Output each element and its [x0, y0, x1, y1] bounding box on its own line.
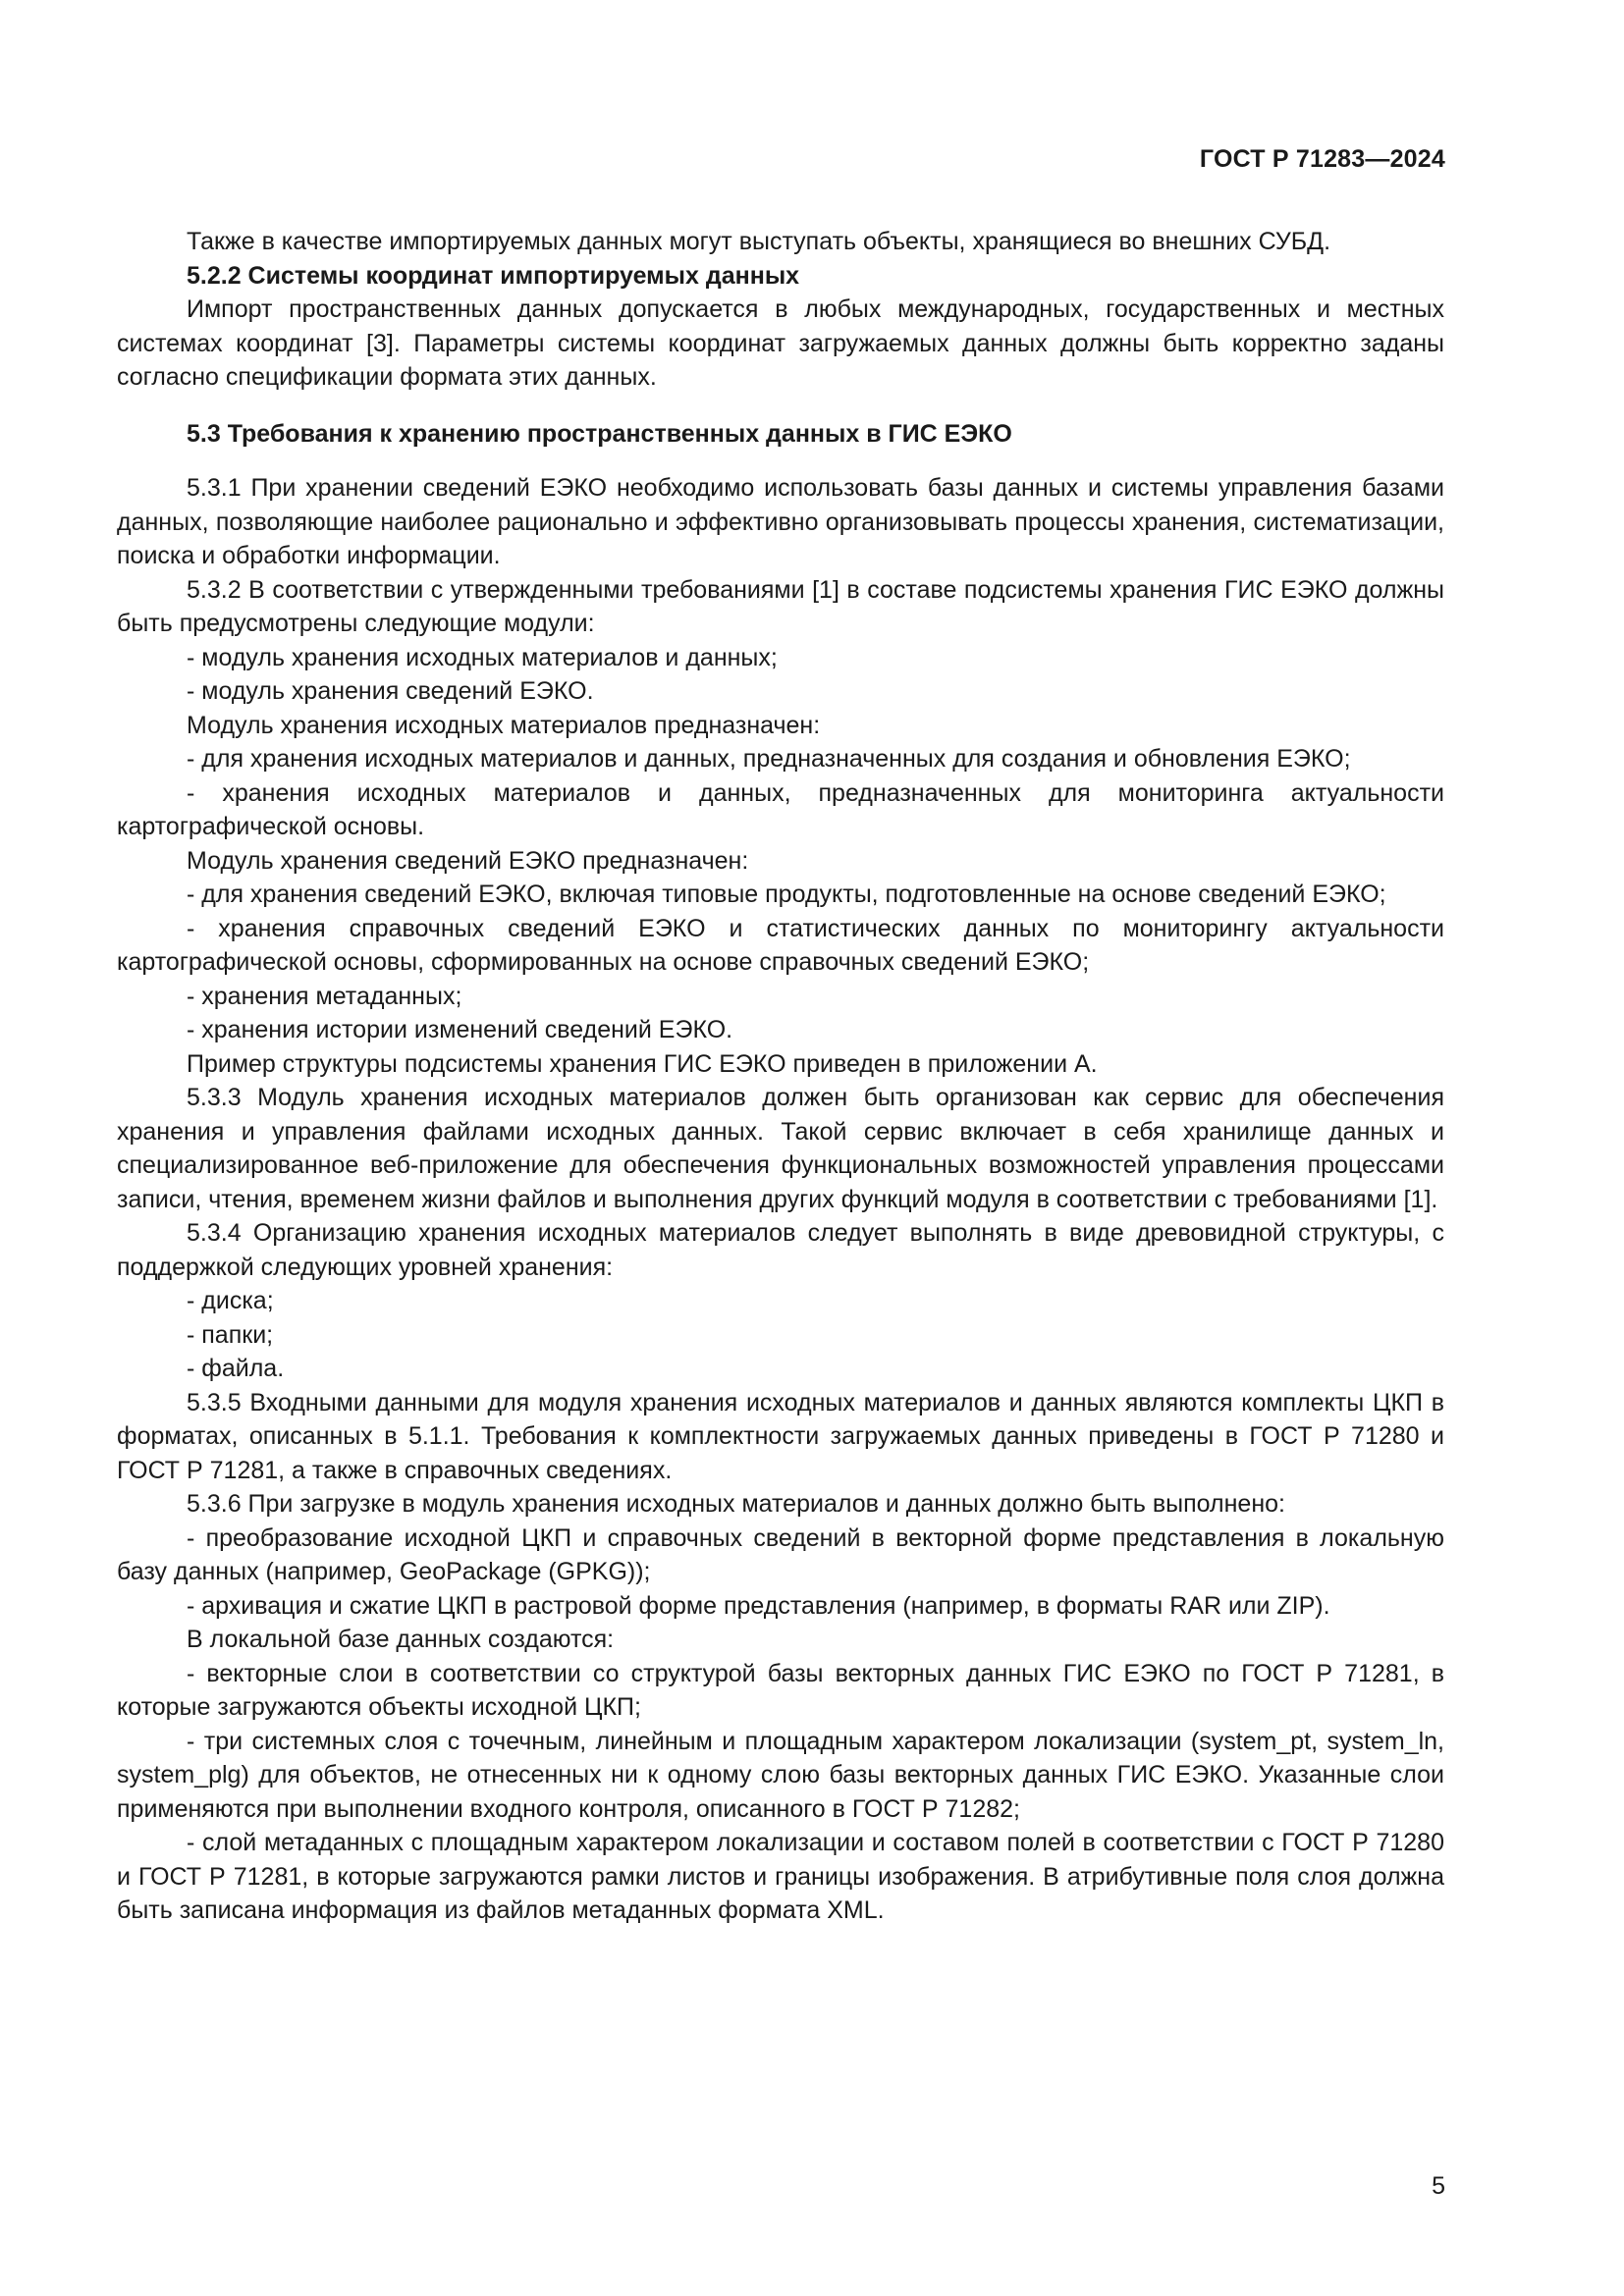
paragraph: Импорт пространственных данных допускается в любых международных, государственных и местных системах координат [3]. Параметры системы координат загружаемых данных должны быть корректно заданы согласно спецификации формата этих данных. — [117, 295, 1444, 391]
list-item: - преобразование исходной ЦКП и справочных сведений в векторной форме представления в локальную базу данных (например, GeoPackage (GPKG)); — [117, 1523, 1444, 1585]
document-body — [117, 225, 1444, 1928]
list-item: - слой метаданных с площадным характером локализации и составом полей в соответствии с ГОСТ Р 71280 и ГОСТ Р 71281, в которые загружаются рамки листов и границы изображения. В атрибутивные поля слоя должна быть записана информация из файлов метаданных формата XML. — [117, 1829, 1444, 1924]
clause-5-3-1: 5.3.1 При хранении сведений ЕЭКО необходимо использовать базы данных и системы управления базами данных, позволяющие наиболее рационально и эффективно организовывать процессы хранения, систематизации, поиска и обработки информации. — [117, 474, 1444, 569]
paragraph: В локальной базе данных создаются: — [187, 1626, 615, 1653]
list-item: - модуль хранения сведений ЕЭКО. — [187, 677, 594, 705]
list-item: - диска; — [187, 1287, 274, 1314]
clause-5-3-5: 5.3.5 Входными данными для модуля хранения исходных материалов и данных являются комплекты ЦКП в форматах, описанных в 5.1.1. Требования к комплектности загружаемых данных приведены в ГОСТ Р 71280 и ГОСТ Р 71281, а также в справочных сведениях. — [117, 1388, 1444, 1484]
subsection-heading-5-2-2: 5.2.2 Системы координат импортируемых данных — [187, 261, 800, 290]
paragraph: Также в качестве импортируемых данных могут выступать объекты, хранящиеся во внешних СУБД. — [187, 228, 1331, 255]
list-item: - модуль хранения исходных материалов и данных; — [187, 643, 778, 671]
page-number: 5 — [1432, 2172, 1445, 2200]
list-item: - архивация и сжатие ЦКП в растровой форме представления (например, в форматы RAR или ZIP). — [187, 1591, 1330, 1620]
clause-5-3-2: 5.3.2 В соответствии с утвержденными требованиями [1] в составе подсистемы хранения ГИС ЕЭКО должны быть предусмотрены следующие модули: — [117, 575, 1444, 637]
document-designation: ГОСТ Р 71283—2024 — [1199, 145, 1445, 173]
list-item: - хранения справочных сведений ЕЭКО и статистических данных по мониторингу актуальности картографической основы, сформированных на основе справочных сведений ЕЭКО; — [117, 914, 1444, 976]
list-item: - хранения истории изменений сведений ЕЭКО. — [187, 1016, 733, 1043]
list-item: - векторные слои в соответствии со структурой базы векторных данных ГИС ЕЭКО по ГОСТ Р 71281, в которые загружаются объекты исходной ЦКП; — [117, 1659, 1444, 1721]
clause-5-3-3: 5.3.3 Модуль хранения исходных материалов должен быть организован как сервис для обеспечения хранения и управления файлами исходных данных. Такой сервис включает в себя хранилище данных и специализированное веб-приложение для обеспечения функциональных возможностей управления процессами записи, чтения, временем жизни файлов и выполнения других функций модуля в соответствии с требованиями [1]. — [117, 1084, 1444, 1213]
list-item: - для хранения исходных материалов и данных, предназначенных для создания и обновления ЕЭКО; — [187, 745, 1351, 773]
clause-5-3-4: 5.3.4 Организацию хранения исходных материалов следует выполнять в виде древовидной структуры, с поддержкой следующих уровней хранения: — [117, 1219, 1444, 1281]
list-item: - хранения исходных материалов и данных, предназначенных для мониторинга актуальности картографической основы. — [117, 778, 1444, 840]
list-item: - три системных слоя с точечным, линейным и площадным характером локализации (system_pt, system_ln, system_plg) для объектов, не отнесенных ни к одному слою базы векторных данных ГИС ЕЭКО. Указанные слои применяются при выполнении входного контроля, описанного в ГОСТ Р 71282; — [117, 1727, 1444, 1823]
list-item: - папки; — [187, 1320, 274, 1349]
paragraph: Модуль хранения сведений ЕЭКО предназначен: — [187, 846, 749, 875]
paragraph: Пример структуры подсистемы хранения ГИС ЕЭКО приведен в приложении А. — [187, 1049, 1098, 1078]
list-item: - файла. — [187, 1355, 285, 1382]
clause-5-3-6: 5.3.6 При загрузке в модуль хранения исходных материалов и данных должно быть выполнено: — [187, 1490, 1285, 1518]
section-heading-5-3: 5.3 Требования к хранению пространственных данных в ГИС ЕЭКО — [187, 419, 1012, 448]
list-item: - для хранения сведений ЕЭКО, включая типовые продукты, подготовленные на основе сведений ЕЭКО; — [187, 881, 1386, 908]
list-item: - хранения метаданных; — [187, 982, 462, 1010]
paragraph: Модуль хранения исходных материалов предназначен: — [187, 711, 821, 739]
